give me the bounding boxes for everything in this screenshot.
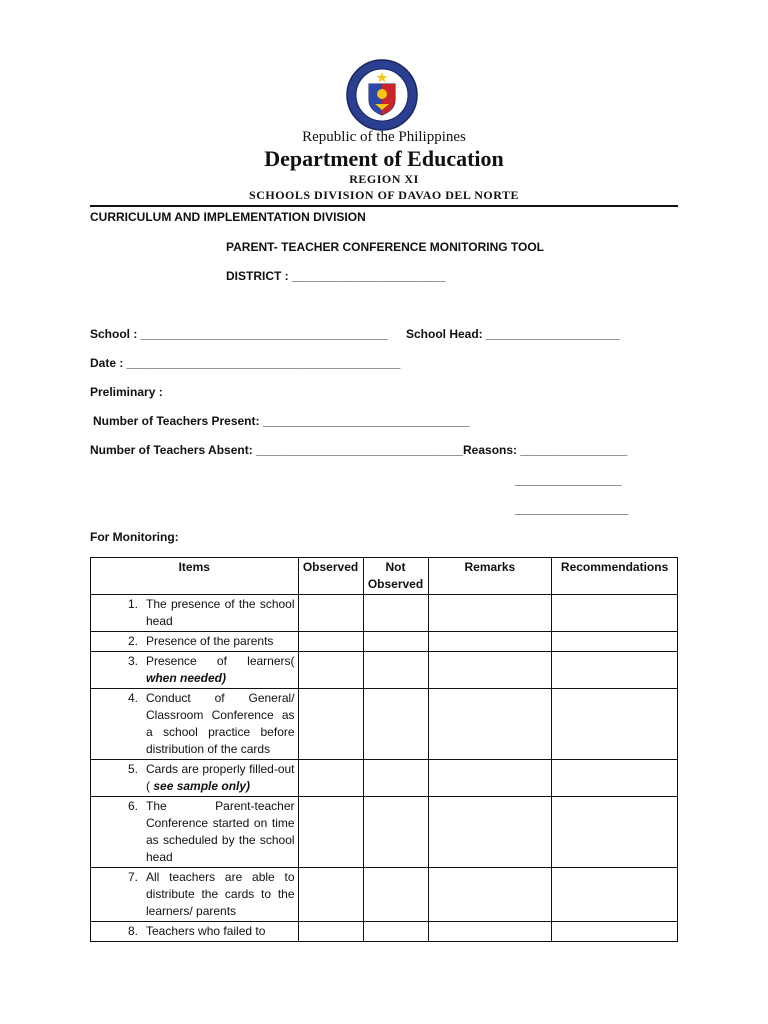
header-recommendations: Recommendations <box>552 558 678 595</box>
header-items: Items <box>91 558 299 595</box>
item-text <box>146 633 295 650</box>
item-number: 6. <box>127 799 138 813</box>
item-text <box>146 869 295 920</box>
item-number: 7. <box>127 870 138 884</box>
item-number: 1. <box>127 597 138 611</box>
table-row <box>91 797 678 868</box>
item-text-main: Conduct of General/ Classroom Conference as a school practice before distribution of the cards <box>146 691 295 756</box>
item-cell <box>91 689 299 760</box>
not-observed-cell[interactable] <box>363 652 428 689</box>
office-label: CURRICULUM AND IMPLEMENTATION DIVISION <box>90 210 366 224</box>
item-text <box>146 690 295 758</box>
item-text <box>146 923 295 940</box>
item-number: 3. <box>127 654 138 668</box>
observed-cell[interactable] <box>298 689 363 760</box>
header-not-observed: Not Observed <box>363 558 428 595</box>
department-heading: Department of Education <box>264 146 504 171</box>
date-field[interactable]: Date : _________________________________________ <box>90 356 401 370</box>
form-title: PARENT- TEACHER CONFERENCE MONITORING TOOL <box>226 240 545 254</box>
header-observed: Observed <box>298 558 363 595</box>
remarks-cell[interactable] <box>428 689 552 760</box>
item-cell <box>91 868 299 922</box>
recommendations-cell[interactable] <box>552 595 678 632</box>
recommendations-cell[interactable] <box>552 922 678 942</box>
item-number: 8. <box>127 924 138 938</box>
item-cell <box>91 652 299 689</box>
not-observed-cell[interactable] <box>363 760 428 797</box>
remarks-cell[interactable] <box>428 868 552 922</box>
not-observed-cell[interactable] <box>363 632 428 652</box>
recommendations-cell[interactable] <box>552 632 678 652</box>
table-row <box>91 922 678 942</box>
recommendations-cell[interactable] <box>552 652 678 689</box>
item-cell <box>91 760 299 797</box>
table-row <box>91 652 678 689</box>
table-row <box>91 868 678 922</box>
observed-cell[interactable] <box>298 797 363 868</box>
monitoring-table <box>90 557 678 942</box>
item-cell <box>91 595 299 632</box>
item-text <box>146 596 295 630</box>
item-number: 4. <box>127 691 138 705</box>
preliminary-label: Preliminary : <box>90 385 163 399</box>
remarks-cell[interactable] <box>428 632 552 652</box>
reasons-line-2[interactable]: ________________ <box>515 473 622 487</box>
item-text-main: Presence of the parents <box>146 634 274 648</box>
reasons-field[interactable]: Reasons: ________________ <box>463 443 628 457</box>
table-header-row <box>91 558 678 595</box>
table-row <box>91 595 678 632</box>
teachers-absent-field[interactable]: Number of Teachers Absent: _______________________________ <box>90 443 463 457</box>
item-text <box>146 798 295 866</box>
republic-heading: Republic of the Philippines <box>302 129 466 145</box>
item-text-main: The Parent-teacher Conference started on time as scheduled by the school head <box>146 799 295 864</box>
reasons-line-3[interactable]: _________________ <box>515 502 629 516</box>
item-text-main: All teachers are able to distribute the cards to the learners/ parents <box>146 870 295 918</box>
remarks-cell[interactable] <box>428 760 552 797</box>
observed-cell[interactable] <box>298 595 363 632</box>
item-text <box>146 653 295 687</box>
item-text <box>146 761 295 795</box>
item-text-main: Cards are properly filled-out ( <box>146 762 295 793</box>
observed-cell[interactable] <box>298 760 363 797</box>
observed-cell[interactable] <box>298 868 363 922</box>
item-cell <box>91 797 299 868</box>
recommendations-cell[interactable] <box>552 760 678 797</box>
deped-seal-icon <box>345 58 419 132</box>
header-remarks: Remarks <box>428 558 552 595</box>
item-number: 2. <box>127 634 138 648</box>
not-observed-cell[interactable] <box>363 595 428 632</box>
teachers-present-field[interactable]: Number of Teachers Present: _______________________________ <box>93 414 470 428</box>
item-text-main: The presence of the school head <box>146 597 295 628</box>
item-text-main: Teachers who failed to <box>146 924 266 938</box>
remarks-cell[interactable] <box>428 595 552 632</box>
item-text-emphasis: see sample only) <box>153 779 251 793</box>
remarks-cell[interactable] <box>428 922 552 942</box>
remarks-cell[interactable] <box>428 797 552 868</box>
item-text-emphasis: when needed) <box>146 671 227 685</box>
header-divider <box>90 205 678 207</box>
not-observed-cell[interactable] <box>363 922 428 942</box>
observed-cell[interactable] <box>298 922 363 942</box>
division-heading: SCHOOLS DIVISION OF DAVAO DEL NORTE <box>249 188 519 202</box>
not-observed-cell[interactable] <box>363 868 428 922</box>
table-row <box>91 632 678 652</box>
recommendations-cell[interactable] <box>552 689 678 760</box>
table-row <box>91 760 678 797</box>
recommendations-cell[interactable] <box>552 797 678 868</box>
remarks-cell[interactable] <box>428 652 552 689</box>
not-observed-cell[interactable] <box>363 797 428 868</box>
table-row <box>91 689 678 760</box>
item-cell <box>91 632 299 652</box>
school-head-field[interactable]: School Head: ____________________ <box>406 327 620 341</box>
not-observed-cell[interactable] <box>363 689 428 760</box>
item-text-main: Presence of learners( <box>146 654 295 668</box>
observed-cell[interactable] <box>298 652 363 689</box>
district-field[interactable]: DISTRICT : _______________________ <box>226 269 446 283</box>
region-heading: REGION XI <box>349 172 419 186</box>
item-number: 5. <box>127 762 138 776</box>
item-cell <box>91 922 299 942</box>
observed-cell[interactable] <box>298 632 363 652</box>
for-monitoring-label: For Monitoring: <box>90 530 179 544</box>
recommendations-cell[interactable] <box>552 868 678 922</box>
school-field[interactable]: School : _____________________________________ <box>90 327 388 341</box>
